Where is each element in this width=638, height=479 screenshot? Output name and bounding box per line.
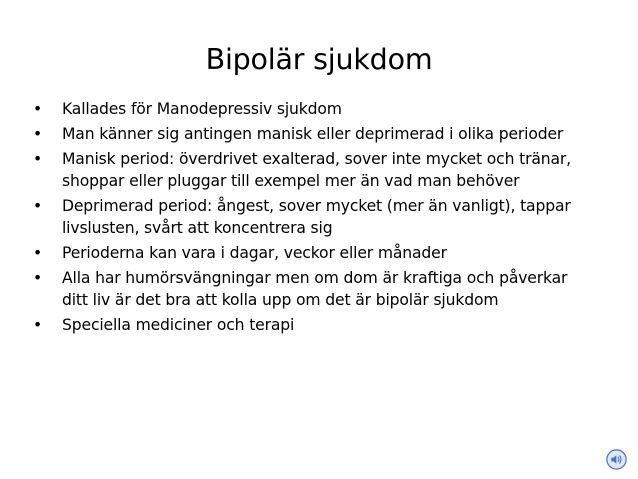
bullet-text: Speciella mediciner och terapi: [62, 316, 295, 334]
bullet-marker: •: [33, 150, 43, 168]
list-item: [30, 314, 590, 336]
bullet-marker: •: [33, 125, 43, 143]
bullet-list: [30, 98, 590, 336]
bullet-text: Man känner sig antingen manisk eller deprimerad i olika perioder: [62, 125, 564, 143]
bullet-marker: •: [33, 269, 43, 287]
bullet-text: Kallades för Manodepressiv sjukdom: [62, 100, 342, 118]
bullet-marker: •: [33, 100, 43, 118]
bullet-text: Manisk period: överdrivet exalterad, sover inte mycket och tränar, shoppar eller pluggar till exempel mer än vad man behöver: [62, 150, 571, 190]
bullet-text: Perioderna kan vara i dagar, veckor eller månader: [62, 244, 447, 262]
list-item: [30, 195, 590, 239]
list-item: [30, 242, 590, 264]
bullet-text: Alla har humörsvängningar men om dom är kraftiga och påverkar ditt liv är det bra att kolla upp om det är bipolär sjukdom: [62, 269, 568, 309]
bullet-marker: •: [33, 244, 43, 262]
sound-button[interactable]: [606, 449, 627, 470]
bullet-text: Deprimerad period: ångest, sover mycket (mer än vanligt), tappar livslusten, svårt att koncentrera sig: [62, 197, 571, 237]
list-item: [30, 267, 590, 311]
bullet-marker: •: [33, 316, 43, 334]
bullet-marker: •: [33, 197, 43, 215]
sound-speaker-icon: [606, 449, 627, 470]
list-item: [30, 98, 590, 120]
list-item: [30, 148, 590, 192]
slide-title: Bipolär sjukdom: [205, 43, 433, 76]
list-item: [30, 123, 590, 145]
